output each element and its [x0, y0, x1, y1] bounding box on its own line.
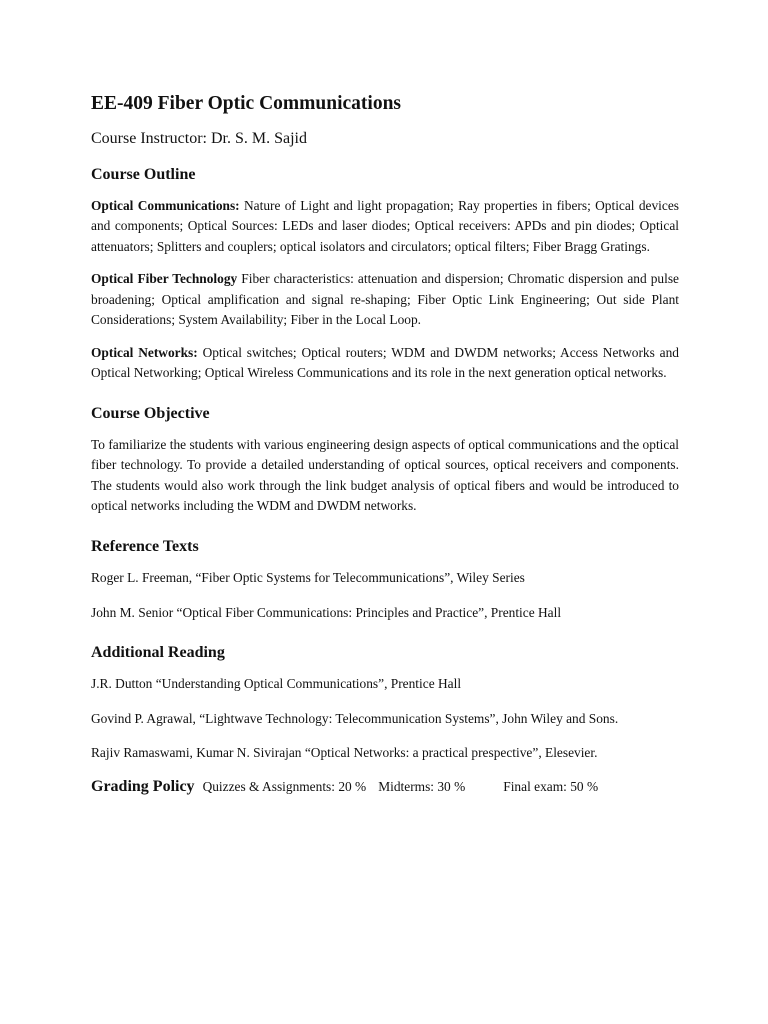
outline-item-text: Nature of Light and light propagation; Ray properties in fibers; Optical devices and components; Optical Sources: LEDs and laser diodes; Optical receivers: APDs and pin diodes; Optical attenuators; Splitters and couplers; optical isolators and circulators; optical filters; Fiber Bragg Gratings.	[91, 197, 680, 254]
grading-policy-heading: Grading Policy	[91, 777, 195, 795]
reference-item: John M. Senior “Optical Fiber Communications: Principles and Practice”, Prentice Hall	[91, 604, 562, 620]
course-objective-text: To familiarize the students with various engineering design aspects of optical communications and the optical fiber technology. To provide a detailed understanding of optical sources, optical receivers and components. The students would also work through the link budget analysis of optical fibers and would be introduced to optical networks including the WDM and DWDM networks.	[91, 436, 679, 514]
course-objective-heading: Course Objective	[91, 404, 210, 422]
reference-texts-heading: Reference Texts	[91, 537, 199, 555]
outline-item-optical-networks	[91, 343, 679, 384]
additional-reading-item: J.R. Dutton “Understanding Optical Communications”, Prentice Hall	[91, 676, 462, 692]
course-instructor: Course Instructor: Dr. S. M. Sajid	[91, 130, 307, 148]
outline-item-label: Optical Networks:	[91, 344, 198, 360]
grading-policy	[91, 778, 679, 796]
document-title: EE-409 Fiber Optic Communications	[91, 93, 402, 114]
grading-midterms: Midterms: 30 %	[378, 778, 466, 794]
reference-item: Roger L. Freeman, “Fiber Optic Systems for Telecommunications”, Wiley Series	[91, 570, 525, 586]
additional-reading-item: Govind P. Agrawal, “Lightwave Technology: Telecommunication Systems”, John Wiley and Sons.	[91, 710, 619, 726]
outline-item-optical-communications	[91, 196, 679, 258]
outline-item-label: Optical Communications:	[91, 197, 240, 213]
outline-item-label: Optical Fiber Technology	[91, 271, 238, 287]
outline-item-optical-fiber-technology	[91, 269, 679, 331]
outline-item-text: Fiber characteristics: attenuation and dispersion; Chromatic dispersion and pulse broadening; Optical amplification and signal re-shaping; Fiber Optic Link Engineering; Out side Plant Considerations; System Availability; Fiber in the Local Loop.	[91, 271, 679, 328]
additional-reading-item: Rajiv Ramaswami, Kumar N. Sivirajan “Optical Networks: a practical prespective”, Elesevier.	[91, 745, 598, 761]
additional-reading-heading: Additional Reading	[91, 644, 225, 662]
document-page	[91, 92, 679, 796]
outline-item-text: Optical switches; Optical routers; WDM and DWDM networks; Access Networks and Optical Networking; Optical Wireless Communications and its role in the next generation optical networks.	[91, 344, 679, 381]
grading-final-exam: Final exam: 50 %	[503, 778, 599, 794]
course-outline-heading: Course Outline	[91, 165, 196, 183]
grading-quizzes: Quizzes & Assignments: 20 %	[202, 778, 367, 794]
